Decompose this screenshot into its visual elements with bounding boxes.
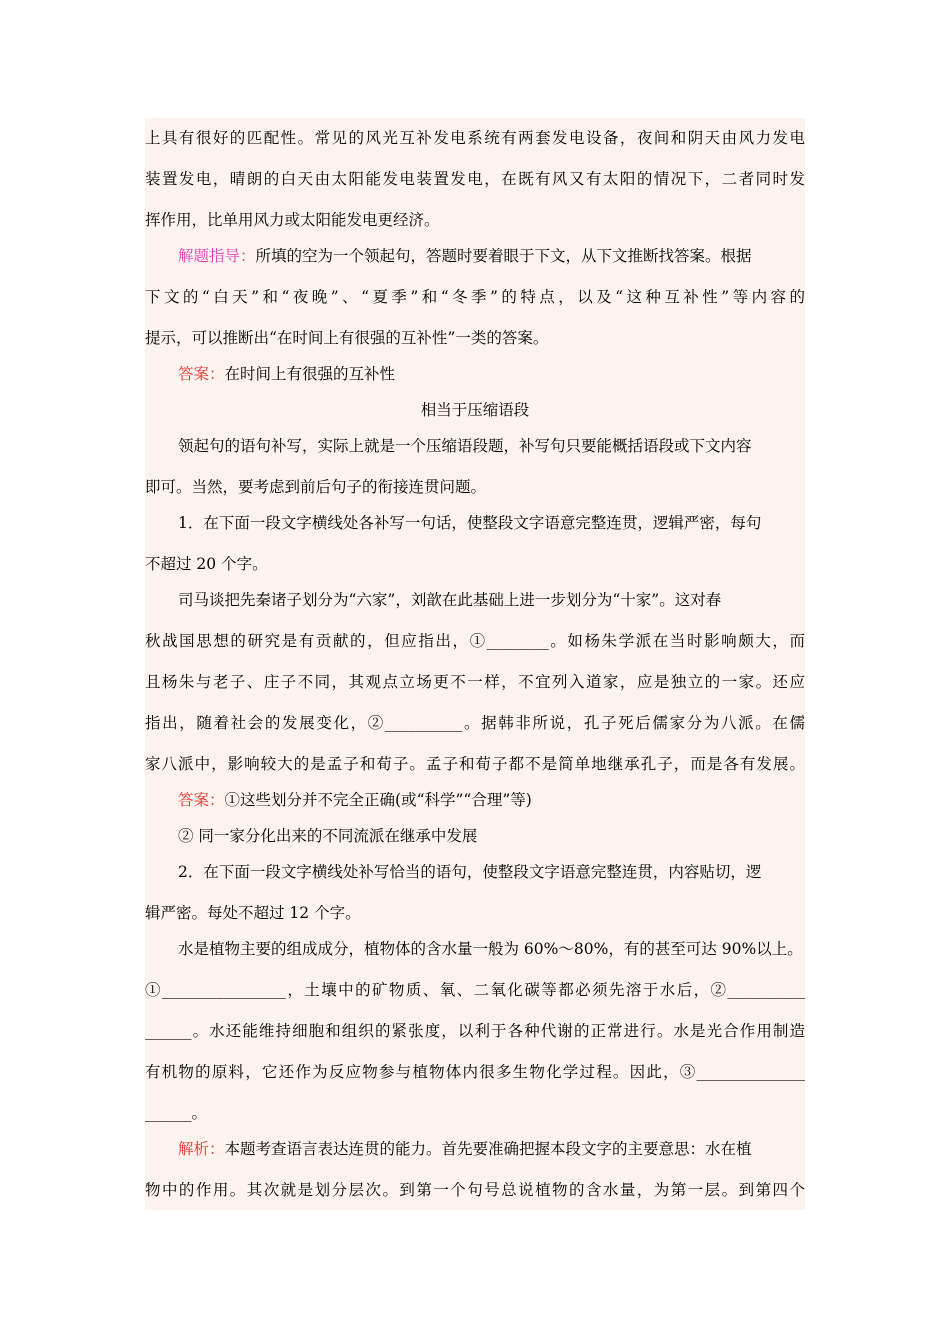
analysis-text: 本题考查语言表达连贯的能力。首先要准确把握本段文字的主要意思：水在植 [224,1140,752,1158]
analysis-label: 解析： [178,1140,225,1158]
question-line: 1．在下面一段文字横线处各补写一句话，使整段文字语意完整连贯，逻辑严密，每句 [178,514,762,532]
answer-line [145,354,805,394]
answer-text: ①这些划分并不完全正确(或“科学”“合理”等) [224,791,532,809]
answer-line [145,780,805,820]
passage-line: 家八派中，影响较大的是孟子和荀子。孟子和荀子都不是简单地继承孔子，而是各有发展。 [145,755,805,773]
question-line: 不超过 20 个字。 [145,555,268,573]
passage-line: ______。水还能维持细胞和组织的紧张度，以利于各种代谢的正常进行。水是光合作用制造 [145,1022,805,1040]
analysis-line [145,1129,805,1169]
guide-line: 提示，可以推断出“在时间上有很强的互补性”一类的答案。 [145,329,549,347]
guide-line: 下文的“白天”和“夜晚”、“夏季”和“冬季”的特点，以及“这种互补性”等内容的 [145,288,805,306]
text-line: 挥作用，比单用风力或太阳能发电更经济。 [145,211,440,229]
guide-text: 所填的空为一个领起句，答题时要着眼于下文，从下文推断找答案。根据 [255,247,752,265]
passage-line: 司马谈把先秦诸子划分为“六家”，刘歆在此基础上进一步划分为“十家”。这对春 [178,591,722,609]
text-line: 装置发电，晴朗的白天由太阳能发电装置发电，在既有风又有太阳的情况下，二者同时发 [145,170,805,188]
question-line: 辑严密。每处不超过 12 个字。 [145,904,361,922]
section-title: 相当于压缩语段 [420,401,530,419]
analysis-line: 物中的作用。其次就是划分层次。到第一个句号总说植物的含水量，为第一层。到第四个 [145,1181,805,1199]
passage-line: 水是植物主要的组成成分，植物体的含水量一般为 60%～80%，有的甚至可达 90%以上。 [178,940,803,958]
passage-line: ______。 [145,1104,208,1122]
guide-label: 解题指导： [178,247,256,265]
intro-line: 领起句的语句补写，实际上就是一个压缩语段题，补写句只要能概括语段或下文内容 [178,437,752,455]
question-line: 2．在下面一段文字横线处补写恰当的语句，使整段文字语意完整连贯，内容贴切，逻 [178,863,762,881]
answer-label: 答案： [178,365,225,383]
answer-label: 答案： [178,791,225,809]
answer-text: 在时间上有很强的互补性 [224,365,396,383]
passage-line: 指出，随着社会的发展变化，②__________。据韩非所说，孔子死后儒家分为八派。在儒 [145,714,805,732]
passage-line: ①________________，土壤中的矿物质、氧、二氧化碳等都必须先溶于水后，②__________ [145,981,805,999]
intro-line: 即可。当然，要考虑到前后句子的衔接连贯问题。 [145,478,487,496]
text-line: 上具有很好的匹配性。常见的风光互补发电系统有两套发电设备，夜间和阴天由风力发电 [145,129,805,147]
passage-line: 且杨朱与老子、庄子不同，其观点立场更不一样，不宜列入道家，应是独立的一家。还应 [145,673,805,691]
answer-line: ② 同一家分化出来的不同流派在继承中发展 [178,827,478,845]
document-body [145,118,805,1210]
passage-line: 秋战国思想的研究是有贡献的，但应指出，①________。如杨朱学派在当时影响颇大，而 [145,632,805,650]
guide-line [145,236,805,276]
passage-line: 有机物的原料，它还作为反应物参与植物体内很多生物化学过程。因此，③______________ [145,1063,805,1081]
